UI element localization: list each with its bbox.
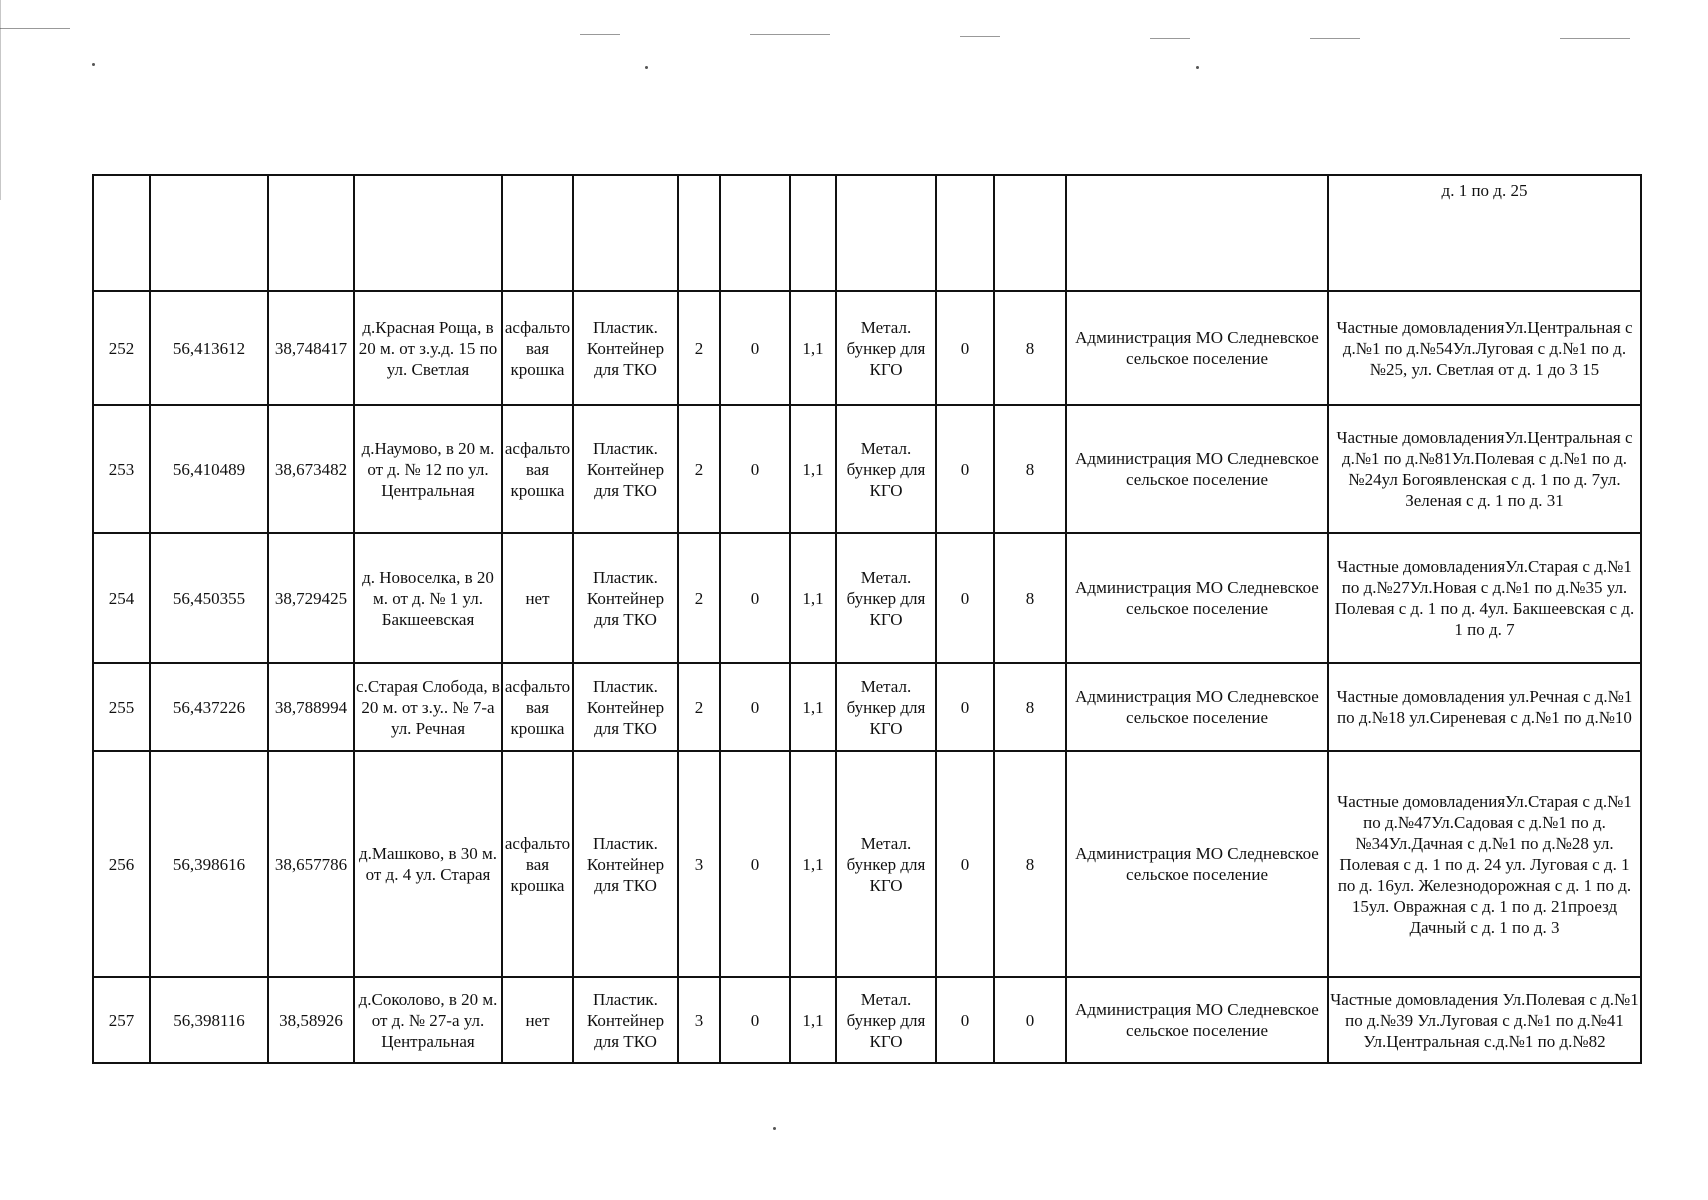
bunker-type-cell: Метал. бункер для КГО xyxy=(836,663,936,751)
scan-artifact xyxy=(750,34,830,35)
scan-artifact xyxy=(645,66,648,69)
owner-cell: Администрация МО Следневское сельское поселение xyxy=(1066,977,1328,1063)
surface-cell: нет xyxy=(502,977,573,1063)
cell-empty xyxy=(720,175,790,291)
latitude-cell: 56,398116 xyxy=(150,977,268,1063)
container-plan-cell: 0 xyxy=(720,405,790,533)
scan-artifact xyxy=(1196,66,1199,69)
sources-cell: Частные домовладения Ул.Полевая с д.№1 по д.№39 Ул.Луговая с д.№1 по д.№41 Ул.Центральная с.д.№1 по д.№82 xyxy=(1328,977,1641,1063)
scan-artifact xyxy=(1150,38,1190,39)
surface-cell: асфальтовая крошка xyxy=(502,751,573,977)
table-row-continuation xyxy=(93,175,1641,291)
surface-cell: асфальтовая крошка xyxy=(502,663,573,751)
table-row xyxy=(93,533,1641,663)
bunker-type-cell: Метал. бункер для КГО xyxy=(836,977,936,1063)
owner-cell: Администрация МО Следневское сельское поселение xyxy=(1066,405,1328,533)
table-row xyxy=(93,663,1641,751)
longitude-cell: 38,657786 xyxy=(268,751,354,977)
row-number: 257 xyxy=(93,977,150,1063)
container-qty-cell: 2 xyxy=(678,663,720,751)
scan-artifact xyxy=(1560,38,1630,39)
container-plan-cell: 0 xyxy=(720,977,790,1063)
owner-cell: Администрация МО Следневское сельское поселение xyxy=(1066,533,1328,663)
container-plan-cell: 0 xyxy=(720,663,790,751)
longitude-cell: 38,748417 xyxy=(268,291,354,405)
table-row xyxy=(93,291,1641,405)
bunker-qty-cell: 0 xyxy=(936,977,994,1063)
surface-cell: асфальтовая крошка xyxy=(502,291,573,405)
surface-cell: нет xyxy=(502,533,573,663)
bunker-type-cell: Метал. бункер для КГО xyxy=(836,291,936,405)
container-volume-cell: 1,1 xyxy=(790,291,836,405)
bunker-qty-cell: 0 xyxy=(936,405,994,533)
row-number: 256 xyxy=(93,751,150,977)
container-plan-cell: 0 xyxy=(720,751,790,977)
address-cell: с.Старая Слобода, в 20 м. от з.у.. № 7-а ул. Речная xyxy=(354,663,502,751)
bunker-qty-cell: 0 xyxy=(936,533,994,663)
container-volume-cell: 1,1 xyxy=(790,751,836,977)
sources-cell: Частные домовладенияУл.Центральная с д.№1 по д.№54Ул.Луговая с д.№1 по д.№25, ул. Светлая от д. 1 до 3 15 xyxy=(1328,291,1641,405)
row-number: 254 xyxy=(93,533,150,663)
container-type-cell: Пластик. Контейнер для ТКО xyxy=(573,533,678,663)
table-row xyxy=(93,405,1641,533)
scan-artifact xyxy=(960,36,1000,37)
surface-cell: асфальтовая крошка xyxy=(502,405,573,533)
latitude-cell: 56,413612 xyxy=(150,291,268,405)
container-volume-cell: 1,1 xyxy=(790,405,836,533)
scan-artifact xyxy=(0,0,1,200)
bunker-type-cell: Метал. бункер для КГО xyxy=(836,533,936,663)
sources-cell: Частные домовладенияУл.Центральная с д.№1 по д.№81Ул.Полевая с д.№1 по д.№24ул Богоявленская с д. 1 по д. 7ул. Зеленая с д. 1 по д. 31 xyxy=(1328,405,1641,533)
container-plan-cell: 0 xyxy=(720,291,790,405)
cell-empty xyxy=(268,175,354,291)
cell-empty xyxy=(150,175,268,291)
container-volume-cell: 1,1 xyxy=(790,533,836,663)
bunker-type-cell: Метал. бункер для КГО xyxy=(836,405,936,533)
bunker-volume-cell: 8 xyxy=(994,533,1066,663)
sources-cell: Частные домовладенияУл.Старая с д.№1 по д.№27Ул.Новая с д.№1 по д.№35 ул. Полевая с д. 1 по д. 4ул. Бакшеевская с д. 1 по д. 7 xyxy=(1328,533,1641,663)
cell-empty xyxy=(678,175,720,291)
container-volume-cell: 1,1 xyxy=(790,663,836,751)
cell-empty xyxy=(573,175,678,291)
address-cell: д. Новоселка, в 20 м. от д. № 1 ул. Бакшеевская xyxy=(354,533,502,663)
cell-empty xyxy=(354,175,502,291)
container-type-cell: Пластик. Контейнер для ТКО xyxy=(573,977,678,1063)
address-cell: д.Машково, в 30 м. от д. 4 ул. Старая xyxy=(354,751,502,977)
container-qty-cell: 3 xyxy=(678,751,720,977)
bunker-type-cell: Метал. бункер для КГО xyxy=(836,751,936,977)
bunker-qty-cell: 0 xyxy=(936,751,994,977)
table-row xyxy=(93,977,1641,1063)
sources-cell: д. 1 по д. 25 xyxy=(1328,175,1641,291)
scan-artifact xyxy=(0,28,70,29)
registry-table xyxy=(92,174,1642,1064)
sources-cell: Частные домовладенияУл.Старая с д.№1 по д.№47Ул.Садовая с д.№1 по д.№34Ул.Дачная с д.№1 по д.№28 ул. Полевая с д. 1 по д. 24 ул. Луговая с д. 1 по д. 16ул. Железнодорожная с д. 1 по д. 15ул. Овражная с д. 1 по д. 21проезд Дачный с д. 1 по д. 3 xyxy=(1328,751,1641,977)
address-cell: д.Соколово, в 20 м. от д. № 27-а ул. Центральная xyxy=(354,977,502,1063)
owner-cell: Администрация МО Следневское сельское поселение xyxy=(1066,291,1328,405)
longitude-cell: 38,729425 xyxy=(268,533,354,663)
container-qty-cell: 2 xyxy=(678,533,720,663)
cell-empty xyxy=(790,175,836,291)
container-volume-cell: 1,1 xyxy=(790,977,836,1063)
container-type-cell: Пластик. Контейнер для ТКО xyxy=(573,405,678,533)
owner-cell: Администрация МО Следневское сельское поселение xyxy=(1066,751,1328,977)
row-number: 255 xyxy=(93,663,150,751)
address-cell: д.Красная Роща, в 20 м. от з.у.д. 15 по ул. Светлая xyxy=(354,291,502,405)
bunker-qty-cell: 0 xyxy=(936,663,994,751)
latitude-cell: 56,450355 xyxy=(150,533,268,663)
latitude-cell: 56,410489 xyxy=(150,405,268,533)
bunker-volume-cell: 8 xyxy=(994,405,1066,533)
scan-artifact xyxy=(773,1127,776,1130)
scan-artifact xyxy=(1310,38,1360,39)
latitude-cell: 56,437226 xyxy=(150,663,268,751)
bunker-qty-cell: 0 xyxy=(936,291,994,405)
bunker-volume-cell: 8 xyxy=(994,291,1066,405)
row-number: 253 xyxy=(93,405,150,533)
address-cell: д.Наумово, в 20 м. от д. № 12 по ул. Центральная xyxy=(354,405,502,533)
container-type-cell: Пластик. Контейнер для ТКО xyxy=(573,751,678,977)
longitude-cell: 38,788994 xyxy=(268,663,354,751)
cell-empty xyxy=(994,175,1066,291)
latitude-cell: 56,398616 xyxy=(150,751,268,977)
cell-empty xyxy=(836,175,936,291)
cell-empty xyxy=(936,175,994,291)
owner-cell: Администрация МО Следневское сельское поселение xyxy=(1066,663,1328,751)
row-number: 252 xyxy=(93,291,150,405)
bunker-volume-cell: 8 xyxy=(994,663,1066,751)
cell-empty xyxy=(1066,175,1328,291)
container-qty-cell: 2 xyxy=(678,291,720,405)
container-type-cell: Пластик. Контейнер для ТКО xyxy=(573,291,678,405)
cell-empty xyxy=(93,175,150,291)
longitude-cell: 38,673482 xyxy=(268,405,354,533)
container-qty-cell: 2 xyxy=(678,405,720,533)
bunker-volume-cell: 8 xyxy=(994,751,1066,977)
container-plan-cell: 0 xyxy=(720,533,790,663)
longitude-cell: 38,58926 xyxy=(268,977,354,1063)
scan-artifact xyxy=(92,63,95,66)
cell-empty xyxy=(502,175,573,291)
container-type-cell: Пластик. Контейнер для ТКО xyxy=(573,663,678,751)
container-qty-cell: 3 xyxy=(678,977,720,1063)
table-row xyxy=(93,751,1641,977)
bunker-volume-cell: 0 xyxy=(994,977,1066,1063)
scan-artifact xyxy=(580,34,620,35)
sources-cell: Частные домовладения ул.Речная с д.№1 по д.№18 ул.Сиреневая с д.№1 по д.№10 xyxy=(1328,663,1641,751)
